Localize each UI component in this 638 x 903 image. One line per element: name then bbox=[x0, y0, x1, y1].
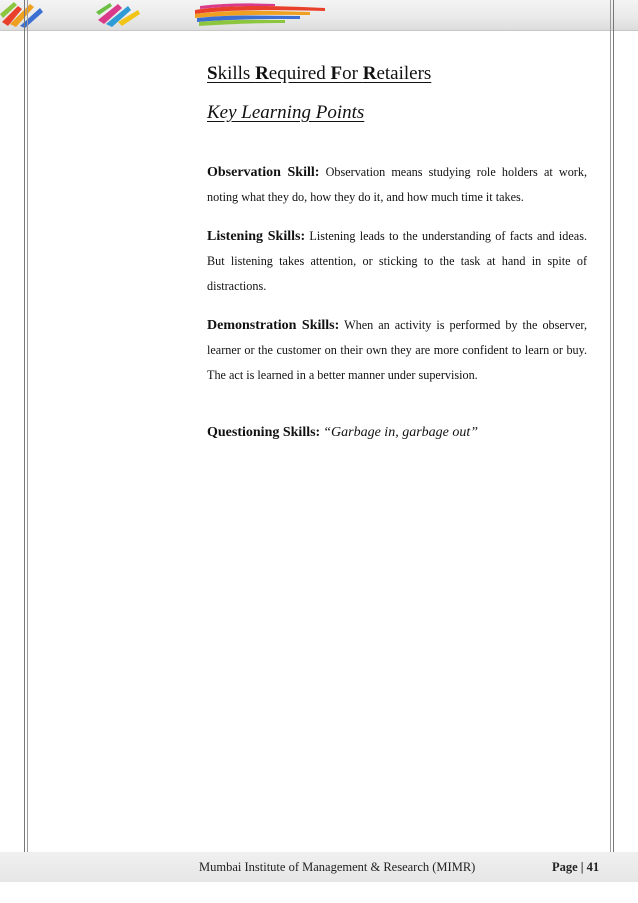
title-initial: F bbox=[330, 63, 343, 84]
section-text: Listening leads to the understanding of facts and ideas. But listening takes attention, or sticking to the task at hand in spite of distractions. bbox=[207, 229, 587, 293]
footer-page-number: Page | 41 bbox=[552, 860, 600, 874]
section-term: Listening Skills: bbox=[207, 229, 306, 244]
section-text: When an activity is performed by the observer, learner or the customer on their own they are more confident to learn or buy. The act is learned in a better manner under supervision. bbox=[207, 318, 587, 382]
title-rest: kills bbox=[217, 63, 256, 84]
title-rest: equired bbox=[268, 63, 331, 84]
section-listening bbox=[207, 224, 587, 299]
document-subtitle: Key Learning Points bbox=[207, 102, 365, 123]
title-initial: S bbox=[207, 63, 218, 84]
section-term: Questioning Skills: bbox=[207, 425, 321, 440]
section-questioning bbox=[207, 420, 587, 445]
section-quote: “Garbage in, garbage out” bbox=[323, 425, 479, 440]
title-initial: R bbox=[362, 63, 377, 84]
title-rest: etailers bbox=[376, 63, 432, 84]
section-term: Demonstration Skills: bbox=[207, 318, 340, 333]
section-demonstration bbox=[207, 313, 587, 388]
title-rest: or bbox=[342, 63, 363, 84]
document-title bbox=[207, 63, 431, 85]
section-text: Observation means studying role holders at work, noting what they do, how they do it, and how much time it takes. bbox=[207, 165, 588, 204]
footer-institute: Mumbai Institute of Management & Research (MIMR) bbox=[199, 860, 476, 874]
title-initial: R bbox=[255, 63, 269, 84]
section-observation bbox=[207, 160, 587, 210]
section-term: Observation Skill: bbox=[207, 165, 320, 180]
